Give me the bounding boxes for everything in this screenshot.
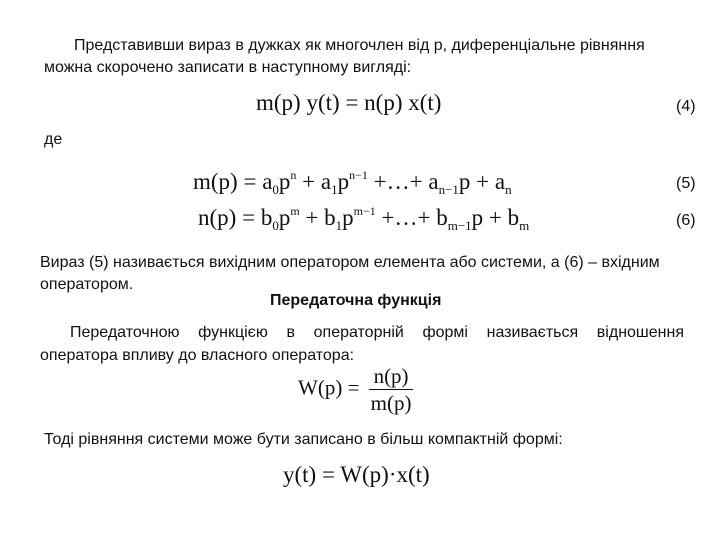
section-heading: Передаточна функція (270, 292, 442, 309)
equation-4-equals: = (345, 90, 359, 115)
paragraph-4-line-1: Тоді рівняння системи може бути записано в більш компактній формі: (44, 431, 563, 448)
equation-4-number: (4) (676, 98, 696, 115)
plus-sign: + (305, 205, 319, 230)
equation-6-lhs: n(p) (198, 205, 237, 230)
equation-5-term-1: $a_1p^{n-1}$ (320, 168, 368, 197)
compact-equation-rhs: W(p)·x(t) (340, 462, 430, 487)
equation-5-equals: = (243, 169, 257, 194)
compact-equation-lhs: y(t) (283, 462, 317, 487)
equation-5-number: (5) (676, 175, 696, 192)
where-label: де (44, 131, 63, 148)
fraction-denominator: m(p) (370, 391, 412, 415)
transfer-function-equation (298, 363, 413, 416)
equation-5-term-n: $a_n$ (494, 169, 512, 197)
equation-5-lhs: m(p) (193, 169, 238, 194)
compact-equation-equals: = (321, 462, 335, 487)
plus-sign: + (488, 205, 502, 230)
plus-sign: + (476, 169, 490, 194)
ellipsis: +…+ (373, 169, 423, 194)
paragraph-1-line-2: можна скорочено записати в наступному вигляді: (44, 59, 412, 76)
transfer-function-equals: = (347, 375, 360, 400)
equation-5-term-0: $a_0p^n$ (262, 168, 297, 197)
paragraph-1-line-1: Представивши вираз в дужках як многочлен від p, диференціальне рівняння (74, 37, 645, 54)
word: операторній (313, 324, 404, 341)
plus-sign: + (302, 169, 316, 194)
equation-6-equals: = (242, 205, 256, 230)
equation-5-term-n-1: $a_{n-1}p$ (428, 169, 471, 197)
paragraph-2-line-2: оператором. (40, 276, 134, 293)
word: в (286, 324, 295, 341)
word: функцією (198, 324, 268, 341)
equation-6-term-n: $b_m$ (507, 205, 530, 233)
transfer-function-lhs: W(p) (298, 375, 343, 400)
fraction-numerator: n(p) (373, 364, 409, 388)
word: Передаточною (70, 324, 180, 341)
equation-4-lhs: m(p) y(t) (256, 90, 340, 115)
compact-equation (283, 460, 430, 490)
equation-6-term-1: $b_1p^{m-1}$ (324, 204, 376, 233)
equation-4 (256, 88, 441, 118)
equation-4-rhs: n(p) x(t) (364, 90, 442, 115)
paragraph-3-line-2: оператора впливу до власного оператора: (40, 347, 355, 364)
word: називається (486, 324, 579, 341)
ellipsis: +…+ (381, 205, 431, 230)
equation-6-term-n-1: $b_{m-1}p$ (436, 205, 484, 233)
equation-6 (198, 203, 529, 233)
paragraph-3-line-1 (70, 323, 684, 343)
transfer-function-fraction (369, 363, 414, 416)
paragraph-2-line-1: Вираз (5) називається вихідним оператором елемента або системи, а (6) – вхідним (40, 254, 660, 271)
word: формі (422, 324, 468, 341)
equation-6-term-0: $b_0p^m$ (260, 204, 300, 233)
equation-5 (193, 167, 512, 197)
word: відношення (596, 324, 684, 341)
equation-6-number: (6) (676, 212, 696, 229)
